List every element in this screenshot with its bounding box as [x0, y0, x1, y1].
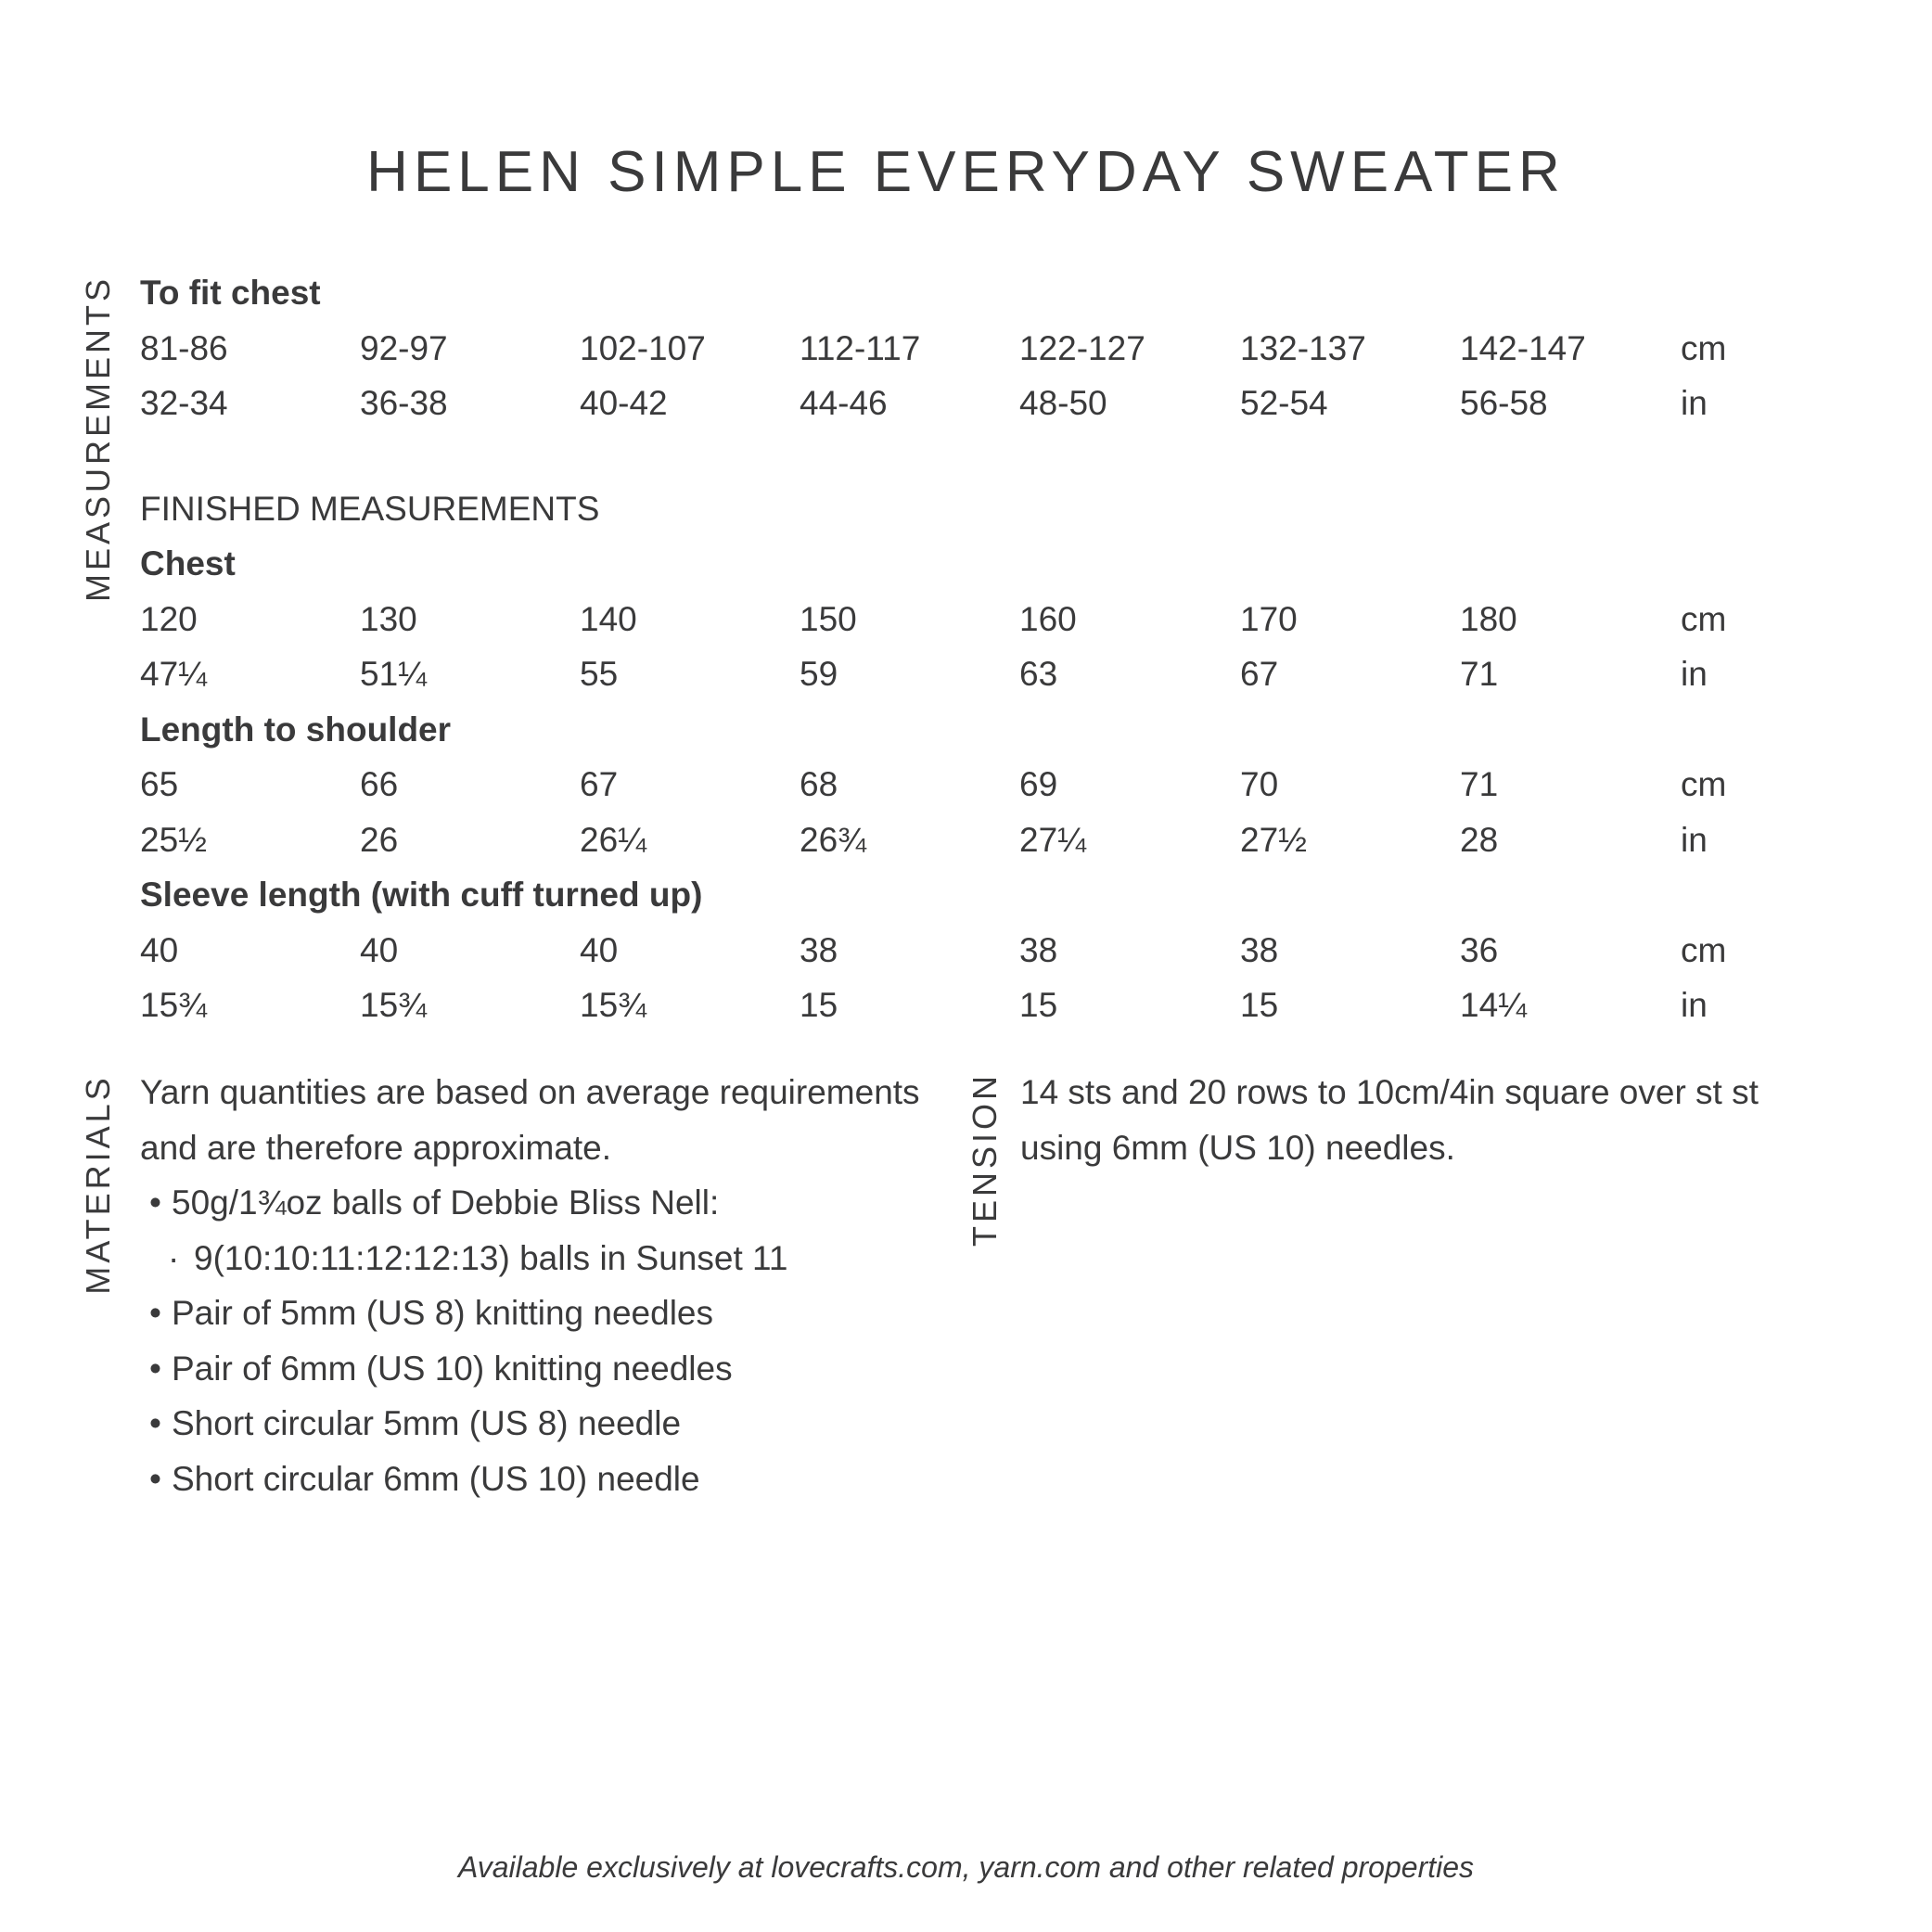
table-cell: 122-127 — [1019, 328, 1145, 367]
table-cell: 36 — [1460, 930, 1499, 969]
table-cell: 38 — [1240, 930, 1279, 969]
sleeve-in-row — [140, 978, 1810, 1033]
list-item — [140, 1452, 938, 1507]
bullet-icon: • — [149, 1184, 161, 1222]
list-item — [140, 1286, 938, 1341]
table-cell: 15¾ — [140, 986, 208, 1024]
table-cell: 26¾ — [800, 820, 867, 859]
list-item-text: 9(10:10:11:12:12:13) balls in Sunset 11 — [194, 1238, 788, 1277]
table-cell: 15 — [1019, 986, 1058, 1024]
table-cell: 65 — [140, 765, 179, 803]
table-cell: 71 — [1460, 655, 1499, 693]
list-item — [140, 1341, 938, 1397]
table-cell: 15 — [800, 986, 838, 1024]
unit-label: in — [1681, 384, 1708, 422]
list-item-text: 50g/1¾oz balls of Debbie Bliss Nell: — [172, 1184, 720, 1222]
table-cell: 40 — [140, 930, 179, 969]
section-spacer — [140, 431, 1810, 481]
length-in-row — [140, 812, 1810, 868]
unit-label: cm — [1681, 328, 1727, 367]
measurements-side-label: MEASUREMENTS — [79, 275, 117, 603]
table-cell: 40-42 — [580, 384, 668, 422]
table-cell: 27¼ — [1019, 820, 1087, 859]
sleeve-cm-row — [140, 923, 1810, 979]
unit-label: in — [1681, 655, 1708, 693]
bullet-icon: • — [149, 1349, 161, 1388]
to-fit-chest-in-row — [140, 376, 1810, 431]
table-cell: 120 — [140, 599, 198, 638]
bullet-icon: • — [149, 1404, 161, 1442]
bullet-icon: • — [149, 1459, 161, 1498]
to-fit-chest-cm-row — [140, 321, 1810, 377]
table-cell: 25½ — [140, 820, 208, 859]
list-item-text: Short circular 6mm (US 10) needle — [172, 1459, 700, 1498]
table-cell: 26 — [360, 820, 399, 859]
chest-cm-row — [140, 592, 1810, 647]
table-cell: 66 — [360, 765, 399, 803]
table-cell: 63 — [1019, 655, 1058, 693]
table-cell: 28 — [1460, 820, 1499, 859]
table-cell: 15 — [1240, 986, 1279, 1024]
table-cell: 52-54 — [1240, 384, 1328, 422]
sub-bullet-icon: · — [168, 1238, 180, 1277]
to-fit-chest-heading: To fit chest — [140, 274, 321, 312]
materials-section — [140, 1065, 938, 1506]
table-cell: 68 — [800, 765, 838, 803]
tension-section — [1020, 1065, 1836, 1175]
list-item-text: Pair of 5mm (US 8) knitting needles — [172, 1294, 714, 1332]
table-cell: 59 — [800, 655, 838, 693]
table-cell: 71 — [1460, 765, 1499, 803]
bullet-icon: • — [149, 1294, 161, 1332]
page-title: HELEN SIMPLE EVERYDAY SWEATER — [366, 140, 1566, 204]
table-cell: 36-38 — [360, 384, 448, 422]
length-cm-row — [140, 757, 1810, 812]
measurements-section — [140, 265, 1810, 1033]
materials-intro: Yarn quantities are based on average requirements and are therefore approximate. — [140, 1073, 920, 1167]
unit-label: cm — [1681, 599, 1727, 638]
length-to-shoulder-heading: Length to shoulder — [140, 710, 452, 748]
unit-label: cm — [1681, 765, 1727, 803]
table-cell: 40 — [580, 930, 619, 969]
sleeve-length-heading: Sleeve length (with cuff turned up) — [140, 876, 703, 914]
tension-side-label: TENSION — [966, 1071, 1004, 1247]
table-cell: 38 — [1019, 930, 1058, 969]
table-cell: 160 — [1019, 599, 1077, 638]
finished-measurements-heading: FINISHED MEASUREMENTS — [140, 489, 600, 528]
list-item-text: Short circular 5mm (US 8) needle — [172, 1404, 682, 1442]
unit-label: in — [1681, 820, 1708, 859]
tension-text: 14 sts and 20 rows to 10cm/4in square over st st using 6mm (US 10) needles. — [1020, 1073, 1759, 1167]
table-cell: 92-97 — [360, 328, 448, 367]
table-cell: 55 — [580, 655, 619, 693]
unit-label: cm — [1681, 930, 1727, 969]
table-cell: 48-50 — [1019, 384, 1107, 422]
materials-side-label: MATERIALS — [79, 1074, 117, 1295]
table-cell: 132-137 — [1240, 328, 1366, 367]
table-cell: 150 — [800, 599, 857, 638]
table-cell: 170 — [1240, 599, 1298, 638]
list-item — [140, 1396, 938, 1452]
footer-note: Available exclusively at lovecrafts.com, yarn.com and other related properties — [457, 1850, 1475, 1884]
table-cell: 44-46 — [800, 384, 888, 422]
list-item-text: Pair of 6mm (US 10) knitting needles — [172, 1349, 733, 1388]
table-cell: 67 — [580, 765, 619, 803]
table-cell: 140 — [580, 599, 637, 638]
table-cell: 27½ — [1240, 820, 1308, 859]
table-cell: 69 — [1019, 765, 1058, 803]
table-cell: 180 — [1460, 599, 1517, 638]
table-cell: 112-117 — [800, 328, 921, 367]
table-cell: 14¼ — [1460, 986, 1528, 1024]
table-cell: 67 — [1240, 655, 1279, 693]
table-cell: 70 — [1240, 765, 1279, 803]
table-cell: 15¾ — [580, 986, 647, 1024]
unit-label: in — [1681, 986, 1708, 1024]
table-cell: 81-86 — [140, 328, 228, 367]
table-cell: 15¾ — [360, 986, 428, 1024]
list-item — [140, 1231, 938, 1286]
table-cell: 47¼ — [140, 655, 208, 693]
table-cell: 102-107 — [580, 328, 706, 367]
list-item — [140, 1175, 938, 1231]
chest-heading: Chest — [140, 544, 236, 582]
chest-in-row — [140, 646, 1810, 702]
table-cell: 32-34 — [140, 384, 228, 422]
table-cell: 130 — [360, 599, 417, 638]
table-cell: 38 — [800, 930, 838, 969]
table-cell: 51¼ — [360, 655, 428, 693]
table-cell: 40 — [360, 930, 399, 969]
table-cell: 56-58 — [1460, 384, 1548, 422]
table-cell: 26¼ — [580, 820, 647, 859]
table-cell: 142-147 — [1460, 328, 1586, 367]
